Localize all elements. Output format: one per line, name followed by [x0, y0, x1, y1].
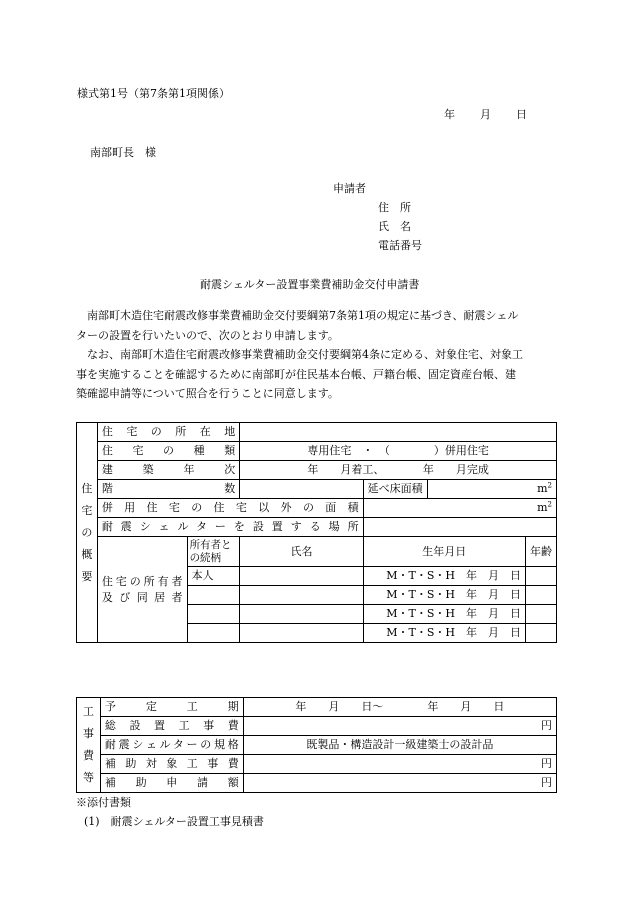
shelter-location-label: 耐震シェルターを設置する場所: [97, 518, 363, 537]
build-year-value[interactable]: 年 月着工、 年 月完成: [240, 461, 557, 480]
location-label: 住宅の所在地: [97, 423, 239, 442]
subsidy-amount-label: 補助申請額: [100, 774, 243, 793]
applicant-name-label: 氏 名: [378, 220, 411, 233]
col-birthdate-header: 生年月日: [363, 537, 525, 567]
schedule-label: 予定工期: [100, 698, 243, 717]
eligible-cost-value[interactable]: 円: [243, 755, 556, 774]
attachments-label: ※添付書類: [76, 796, 131, 809]
owners-label: 住宅の所有者 及び同居者: [97, 537, 187, 643]
form-number: 様式第1号（第7条第1項関係）: [77, 87, 230, 100]
body-p2-line3: 築確認申請等について照合を行うことに同意します。: [76, 387, 339, 400]
non-residential-area-label: 併用住宅の住宅以外の面積: [97, 499, 363, 518]
applicant-address-label: 住 所: [378, 201, 411, 214]
resident-relation-cell[interactable]: [187, 605, 240, 624]
floor-area-label: 延べ床面積: [363, 480, 427, 499]
body-p1-line2: ターの設置を行いたいので、次のとおり申請します。: [76, 328, 339, 342]
date-line: 年 月 日: [444, 108, 528, 121]
eligible-cost-label: 補助対象工事費: [100, 755, 243, 774]
house-table: [76, 422, 557, 643]
resident-age-cell[interactable]: [525, 586, 556, 605]
applicant-phone-label: 電話番号: [378, 239, 422, 252]
resident-name-cell[interactable]: [240, 605, 363, 624]
body-p2-line2: 事を実施することを確認するために南部町が住民基本台帳、戸籍台帳、固定資産台帳、建: [76, 367, 516, 381]
owner-age-cell[interactable]: [525, 567, 556, 586]
floors-label: 階数: [97, 480, 239, 499]
schedule-value[interactable]: 年 月 日〜 年 月 日: [243, 698, 556, 717]
total-cost-label: 総設置工事費: [100, 717, 243, 736]
resident-relation-cell[interactable]: [187, 586, 240, 605]
house-type-value[interactable]: 専用住宅 ・ （ ）併用住宅: [240, 442, 557, 461]
work-section-label: 工事費等: [77, 698, 101, 793]
non-residential-area-value[interactable]: $m^2$: [363, 499, 556, 518]
owner-birthdate-cell[interactable]: M・T・S・H 年 月 日: [363, 567, 525, 586]
attachment-item: (1) 耐震シェルター設置工事見積書: [84, 815, 264, 828]
spec-value[interactable]: 既製品・構造設計一級建築士の設計品: [243, 736, 556, 755]
shelter-location-value[interactable]: [363, 518, 556, 537]
location-value[interactable]: [240, 423, 557, 442]
house-section-label: 住宅の概要: [77, 423, 98, 643]
resident-birthdate-cell[interactable]: M・T・S・H 年 月 日: [363, 586, 525, 605]
floors-value[interactable]: [240, 480, 363, 499]
resident-age-cell[interactable]: [525, 624, 556, 643]
body-p2-line1: なお、南部町木造住宅耐震改修事業費補助金交付要綱第4条に定める、対象住宅、対象工: [87, 348, 523, 361]
applicant-label: 申請者: [333, 182, 366, 195]
owner-relation-cell: 本人: [187, 567, 240, 586]
owner-name-cell[interactable]: [240, 567, 363, 586]
resident-birthdate-cell[interactable]: M・T・S・H 年 月 日: [363, 605, 525, 624]
col-age-header: 年齢: [525, 537, 556, 567]
work-table: [76, 697, 557, 793]
floor-area-value[interactable]: $m^2$: [427, 480, 556, 499]
spec-label: 耐震シェルターの規格: [100, 736, 243, 755]
resident-age-cell[interactable]: [525, 605, 556, 624]
resident-birthdate-cell[interactable]: M・T・S・H 年 月 日: [363, 624, 525, 643]
resident-name-cell[interactable]: [240, 586, 363, 605]
resident-relation-cell[interactable]: [187, 624, 240, 643]
total-cost-value[interactable]: 円: [243, 717, 556, 736]
body-p1-line1: 南部町木造住宅耐震改修事業費補助金交付要綱第7条第1項の規定に基づき、耐震シェル: [87, 309, 519, 322]
col-relation-header: 所有者との続柄: [187, 537, 240, 567]
document-title: 耐震シェルター設置事業費補助金交付申請書: [200, 278, 420, 291]
addressee: 南部町長 様: [90, 146, 156, 159]
body-text: [76, 306, 561, 404]
house-type-label: 住宅の種類: [97, 442, 239, 461]
col-name-header: 氏名: [240, 537, 363, 567]
build-year-label: 建築年次: [97, 461, 239, 480]
subsidy-amount-value[interactable]: 円: [243, 774, 556, 793]
resident-name-cell[interactable]: [240, 624, 363, 643]
